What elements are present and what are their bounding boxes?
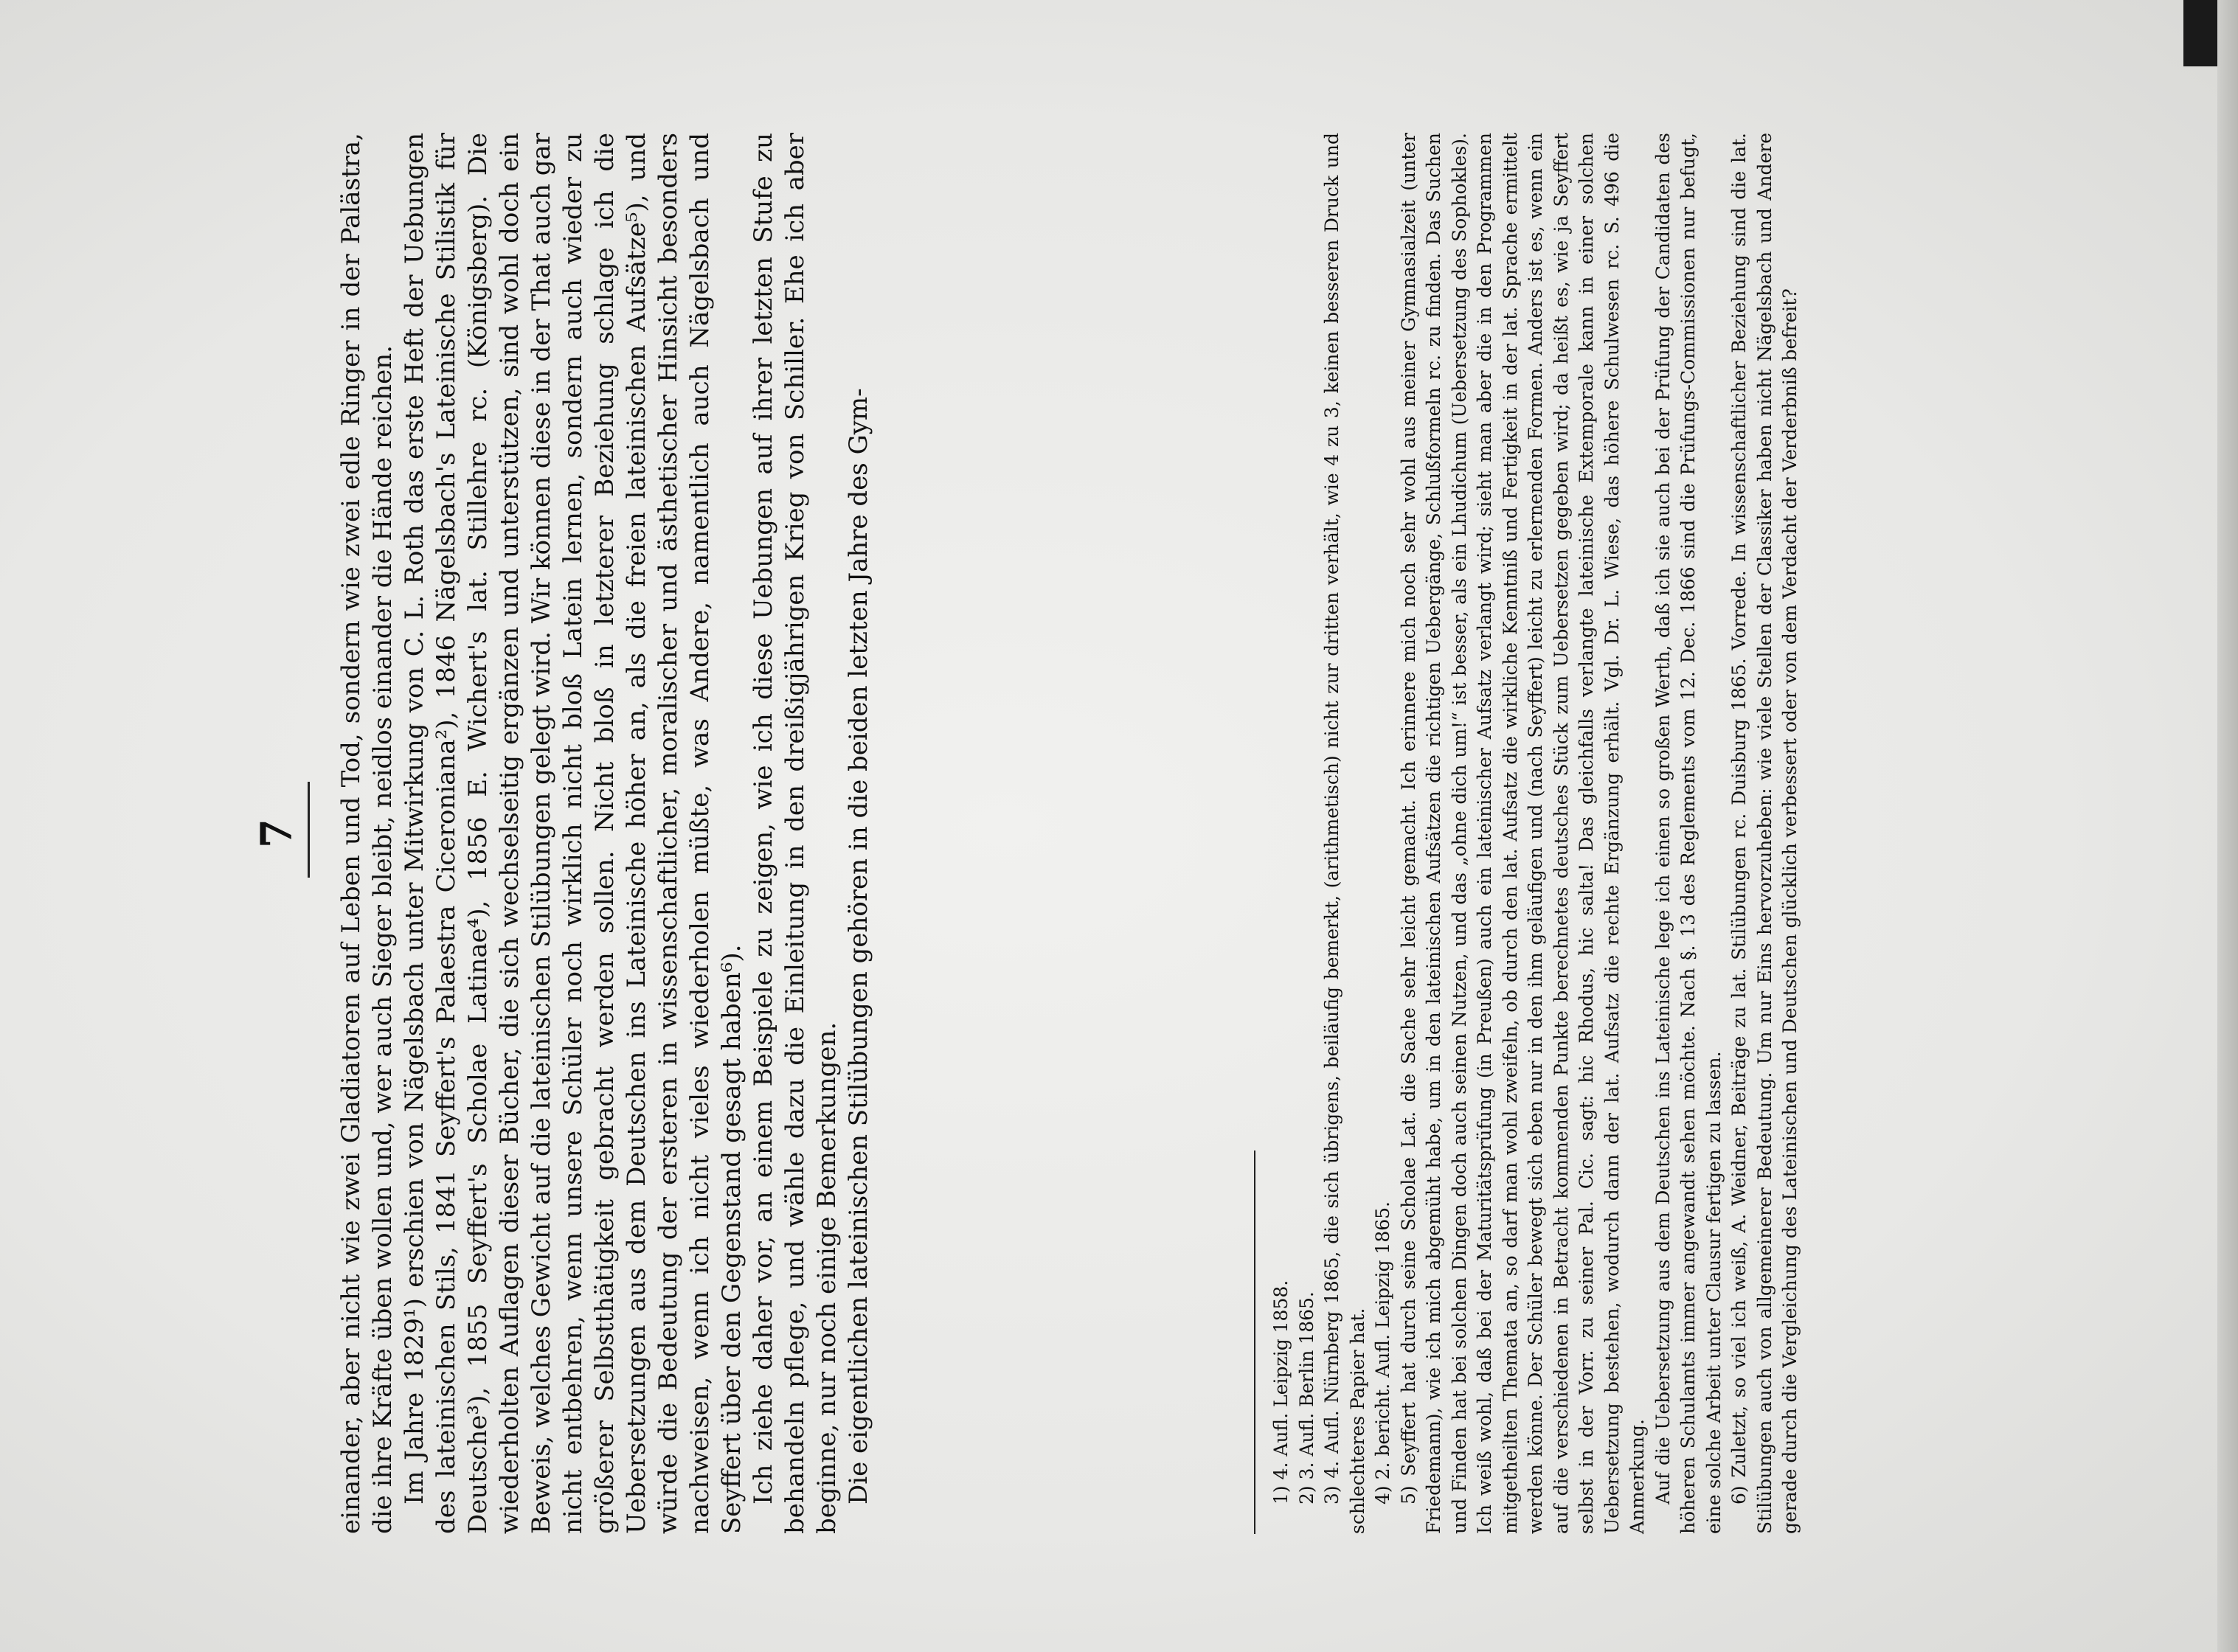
page-number: 7 (252, 818, 302, 849)
header-rule (308, 782, 310, 878)
paragraph-example: Ich ziehe daher vor, an einem Beispiele zu zeigen, wie ich diese Uebungen auf ihrer letzten Stufe zu behandeln pflege, und wähle dazu die Einleitung in den dreißigjährigen Krieg von Schiller. Ehe ich aber beginne, nur noch einige Bemerkungen. (749, 133, 842, 1534)
rotated-page-content (254, 133, 1951, 1534)
paragraph-history: Im Jahre 1829¹) erschien von Nägelsbach unter Mitwirkung von C. L. Roth das erste Heft der Uebungen des lateinischen Stils, 1841 Seyffert's Palaestra Ciceroniana²), 1846 Nägelsbach's Lateinische Stilistik für Deutsche³), 1855 Seyffert's Scholae Latinae⁴), 1856 E. Wichert's lat. Stillehre rc. (Königsberg). Die wiederholten Auflagen dieser Bücher, die sich wechselseitig ergänzen und unterstützen, sind wohl doch ein Beweis, welches Gewicht auf die lateinischen Stilübungen gelegt wird. Wir können diese in der That auch gar nicht entbehren, wenn unsere Schüler noch wirklich nicht bloß Latein lernen, sondern auch wieder zu größerer Selbstthätigkeit gebracht werden sollen. Nicht bloß in letzterer Beziehung schlage ich die Uebersetzungen aus dem Deutschen ins Lateinische höher an, als die freien lateinischen Aufsätze⁵), und würde die Bedeutung der ersteren in wissenschaftlicher, moralischer und ästhetischer Hinsicht besonders nachweisen, wenn ich nicht vieles wiederholen müßte, was Andere, namentlich auch Nägelsbach und Seyffert über den Gegenstand gesagt haben⁶). (400, 133, 746, 1534)
scan-edge-shadow (2217, 0, 2238, 1652)
footnote-5-continued: Auf die Uebersetzung aus dem Deutschen ins Lateinische lege ich einen so großen Werth, daß ich sie auch bei der Prüfung der Candidaten des höheren Schulamts immer angewandt sehen möchte. Nach §. 13 des Reglements vom 12. Dec. 1866 sind die Prüfungs-Commissionen nur befugt, eine solche Arbeit unter Clausur fertigen zu lassen. (1652, 133, 1725, 1534)
footnote-rule (1254, 1150, 1255, 1534)
paragraph-gymnasium: Die eigentlichen lateinischen Stilübungen gehören in die beiden letzten Jahre des Gym- (844, 388, 873, 1504)
footnote-6: 6) Zuletzt, so viel ich weiß, A. Weidner, Beiträge zu lat. Stilübungen rc. Duisburg 1865. Vorrede. In wissenschaftlicher Beziehung sind die lat. Stilübungen auch von allgemeinerer Bedeutung. Um nur Eins hervorzuheben: wie viele Stellen der Classiker haben nicht Nägelsbach und Andere gerade durch die Vergleichung des Lateinischen und Deutschen glücklich verbessert oder von dem Verdacht der Verderbniß befreit? (1728, 133, 1801, 1534)
footnote-1: 1) 4. Aufl. Leipzig 1858. (1270, 1280, 1292, 1504)
footnote-5: 5) Seyffert hat durch seine Scholae Lat. die Sache sehr leicht gemacht. Ich erinnere mich noch sehr wohl aus meiner Gymnasialzeit (unter Friedemann), wie ich mich abgemüht habe, um in den lateinischen Aufsätzen die richtigen Uebergänge, Schlußformeln rc. zu finden. Das Suchen und Finden hat bei solchen Dingen doch auch seinen Nutzen, und das „ohne dich um!“ ist besser, als ein Lhudichum (Uebersetzung des Sophokles). Ich weiß wohl, daß bei der Maturitätsprüfung (in Preußen) auch ein lateinischer Aufsatz verlangt wird; sieht man aber die in den Programmen mitgetheilten Themata an, so darf man wohl zweifeln, ob durch den lat. Aufsatz die wirkliche Kenntniß und Fertigkeit in der lat. Sprache ermittelt werden könne. Der Schüler bewegt sich eben nur in den ihm geläufigen und (nach Seyffert) leicht zu erlernenden Formen. Anders ist es, wenn ein auf die verschiedenen in Betracht kommenden Punkte berechnetes deutsches Stück zum Uebersetzen gegeben wird; da heißt es, wie ja Seyffert selbst in der Vorr. zu seiner Pal. Cic. sagt: hic Rhodus, hic salta! Das gleichfalls verlangte lateinische Extemporale kann in einer solchen Uebersetzung bestehen, wodurch dann der lat. Aufsatz die rechte Ergänzung erhält. Vgl. Dr. L. Wiese, das höhere Schulwesen rc. S. 496 die Anmerkung. (1397, 133, 1648, 1534)
body-text (336, 133, 875, 1534)
paragraph-continuation: einander, aber nicht wie zwei Gladiatoren auf Leben und Tod, sondern wie zwei edle Ringer in der Palästra, die ihre Kräfte üben wollen und, wer auch Sieger bleibt, neidlos einander die Hände reichen. (336, 133, 398, 1534)
footnotes (1269, 133, 1804, 1534)
footnote-2: 2) 3. Aufl. Berlin 1865. (1295, 1291, 1317, 1504)
footnote-3: 3) 4. Aufl. Nürnberg 1865, die sich übrigens, beiläufig bemerkt, (arithmetisch) nicht zur dritten verhält, wie 4 zu 3, keinen besseren Druck und schlechteres Papier hat. (1321, 133, 1368, 1534)
footnote-4: 4) 2. bericht. Aufl. Leipzig 1865. (1372, 1201, 1393, 1504)
